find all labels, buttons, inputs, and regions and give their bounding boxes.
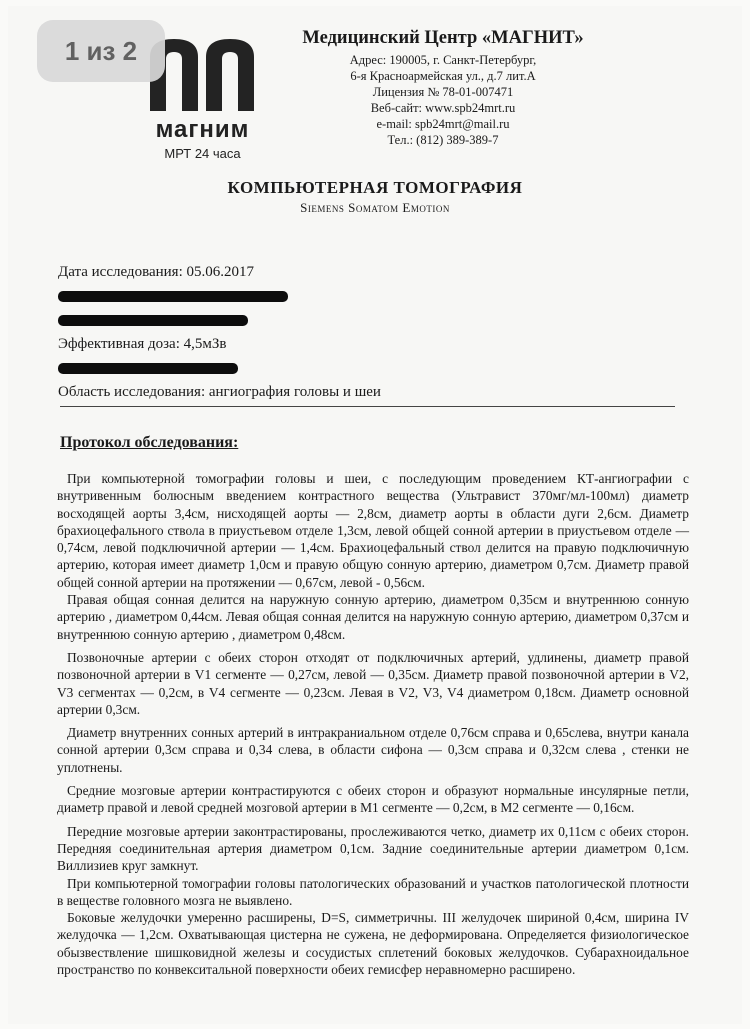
protocol-paragraph: Диаметр внутренних сонных артерий в интракраниальном отделе 0,76см справа и 0,65слева, внутри канала сонной артерии 0,3см справа и 0,34 слева, в области сифона — 0,3см справа и 0,32см слева , стенки не уплотнены. [57,725,689,775]
logo-tagline: МРТ 24 часа [164,146,241,161]
separator-line [60,406,675,407]
document-title: КОМПЬЮТЕРНАЯ ТОМОГРАФИЯ [227,178,523,197]
exam-meta [58,260,381,404]
protocol-paragraph: Боковые желудочки умеренно расширены, D=S, симметричны. III желудочек шириной 0,4см, ширина IV желудочка — 1,2см. Охватывающая цистерна не сужена, не деформирована. Определяется физиологическое обызвествление шишковидной железы и сосудистых сплетений боковых желудочков. Субарахноидальное пространство по конвекситальной поверхности обеих гемисфер неравномерно расширено. [57,910,689,978]
exam-date: Дата исследования: 05.06.2017 [58,264,254,280]
protocol-body [57,470,689,978]
redacted-patient-name [58,284,381,308]
redacted-birth-date [58,356,381,380]
page-counter-badge [37,20,165,82]
logo-name: магним [155,116,250,143]
protocol-paragraph: Передние мозговые артерии законтрастированы, прослеживаются четко, диаметр их 0,11см с обеих сторон. Передняя соединительная артерия диаметром 0,1см. Задние соединительные артерии диаметром 0,1см. Виллизиев круг замкнут. [57,823,689,874]
protocol-paragraph: При компьютерной томографии головы патологических образований и участков патологической плотности в веществе головного мозга не выявлено. [57,875,689,908]
effective-dose: Эффективная доза: 4,5мЗв [58,336,227,352]
protocol-paragraph: При компьютерной томографии головы и шеи, с последующим проведением КТ-ангиографии с внутривенным болюсным введением контрастного вещества (Ультравист 370мг/мл-100мл) диаметр восходящей аорты 3,4см, нисходящей аорты — 2,8см, диаметр аорты в области дуги 2,6см. Диаметр брахиоцефального ствола в приустьевом отделе 1,3см, левой общей сонной артерии в приустьевом отделе — 0,74см, левой подключичной артерии — 1,4см. Брахиоцефальный ствол делится на правую подключичную артерию, которая имеет диаметр 1,0см и правую общую сонную артерию, диаметром 0,7см. Диаметр правой общей сонной артерии на протяжении — 0,67см, левой - 0,56см. [57,471,689,590]
scanner-model: Siemens Somatom Emotion [300,200,450,215]
protocol-heading: Протокол обследования: [60,434,239,451]
protocol-paragraph: Правая общая сонная делится на наружную сонную артерию, диаметром 0,35см и внутреннюю сонную артерию , диаметром 0,44см. Левая общая сонная делится на наружную сонную артерию, диаметром 0,37см и внутреннюю сонную артерию , диаметром 0,48см. [57,592,689,642]
protocol-paragraph: Средние мозговые артерии контрастируются с обеих сторон и образуют нормальные инсулярные петли, диаметр правой и левой средней мозговой артерии в М1 сегменте — 0,2см, в М2 сегменте — 0,16см. [57,783,689,816]
clinic-name: Медицинский Центр «МАГНИТ» [302,28,584,48]
page-counter-label: 1 из 2 [64,35,138,66]
clinic-address-1: Адрес: 190005, г. Санкт-Петербург, [349,53,537,67]
clinic-phone: Тел.: (812) 389-389-7 [387,133,499,147]
clinic-website: Веб-сайт: www.spb24mrt.ru [370,101,516,115]
clinic-address-2: 6-я Красноармейская ул., д.7 лит.А [350,69,536,83]
clinic-email: e-mail: spb24mrt@mail.ru [376,117,510,131]
protocol-paragraph: Позвоночные артерии с обеих сторон отходят от подключичных артерий, удлинены, диаметр правой позвоночной артерии в V1 сегменте — 0,27см, левой — 0,35см. Диаметр правой позвоночной артерии в V2, V3 сегментах — 0,2см, в V4 сегменте — 0,23см. Левая в V2, V3, V4 диаметром 0,18см. Диаметр основной артерии 0,3см. [57,649,689,717]
clinic-license: Лицензия № 78-01-007471 [372,85,514,99]
redacted-study-number [58,308,381,332]
document-title-block [0,178,750,216]
exam-area: Область исследования: ангиография головы и шеи [58,384,381,400]
clinic-header [268,28,618,148]
